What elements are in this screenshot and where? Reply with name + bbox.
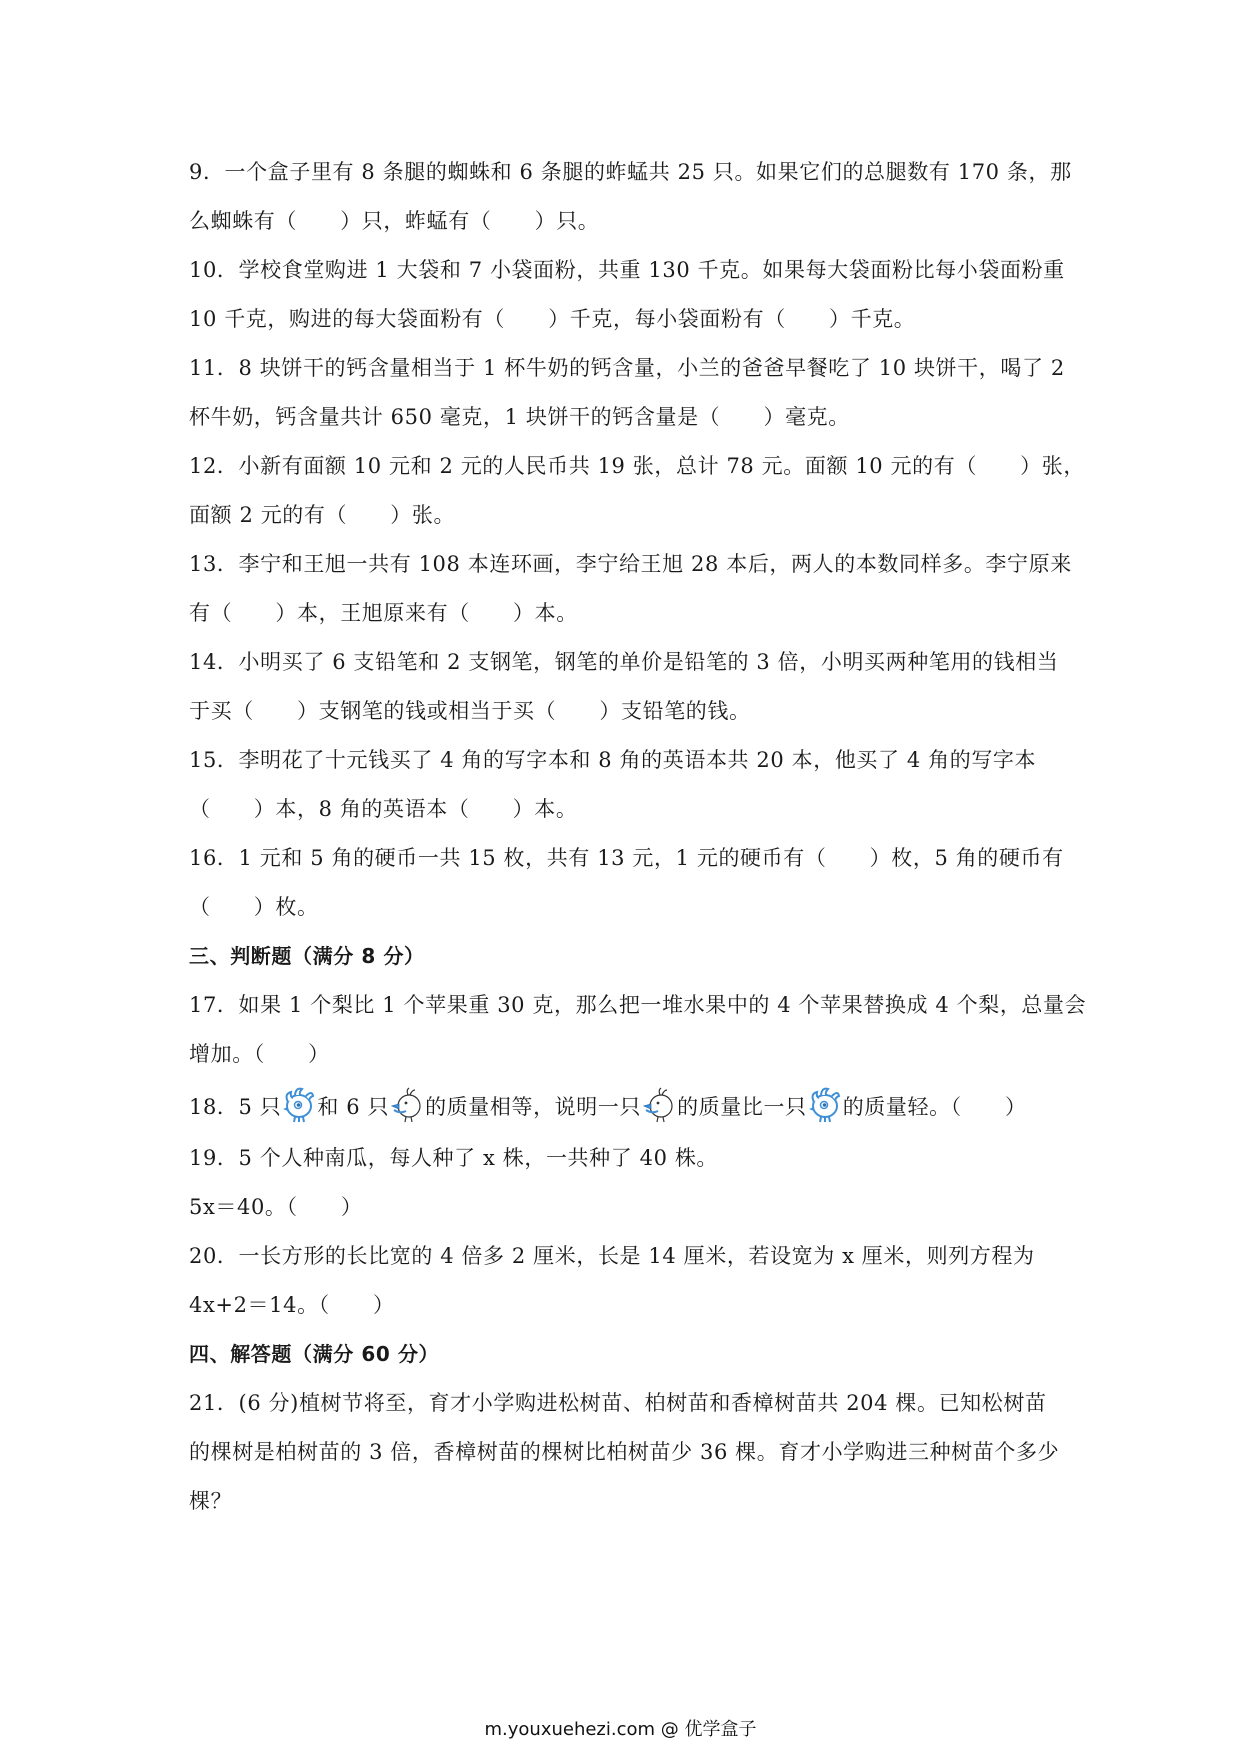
q15-line-2: （ ）本，8 角的英语本（ ）本。 xyxy=(189,797,578,821)
q20-line-1: 20．一长方形的长比宽的 4 倍多 2 厘米，长是 14 厘米，若设宽为 x 厘米，则列方程为 xyxy=(189,1244,1035,1268)
footer-watermark: m.youxuehezi.com @ 优学盒子 xyxy=(484,1719,757,1740)
q13-line-2: 有（ ）本，王旭原来有（ ）本。 xyxy=(189,601,578,625)
q12-line-2: 面额 2 元的有（ ）张。 xyxy=(189,503,456,527)
q14-line-1: 14．小明买了 6 支铅笔和 2 支钢笔，钢笔的单价是铅笔的 3 倍，小明买两种笔用的钱相当 xyxy=(189,650,1059,674)
q20-line-2: 4x+2＝14。（ ） xyxy=(189,1293,395,1317)
q11-line-2: 杯牛奶，钙含量共计 650 毫克，1 块饼干的钙含量是（ ）毫克。 xyxy=(189,405,850,429)
q17-line-1: 17．如果 1 个梨比 1 个苹果重 30 克，那么把一堆水果中的 4 个苹果替换成 4 个梨，总量会 xyxy=(189,993,1087,1017)
q18-line xyxy=(189,1087,1069,1142)
q18-text-2: 和 6 只 xyxy=(317,1095,390,1119)
q16-line-2: （ ）枚。 xyxy=(189,895,319,919)
q9-line-1: 9．一个盒子里有 8 条腿的蜘蛛和 6 条腿的蚱蜢共 25 只。如果它们的总腿数有 170 条，那 xyxy=(189,160,1072,184)
q21-line-2: 的棵树是柏树苗的 3 倍，香樟树苗的棵树比柏树苗少 36 棵。育才小学购进三种树苗个多少 xyxy=(189,1440,1060,1464)
q18-text-3: 的质量相等，说明一只 xyxy=(425,1095,642,1119)
document-body xyxy=(189,156,1087,1534)
q15-line-1: 15．李明花了十元钱买了 4 角的写字本和 8 角的英语本共 20 本，他买了 4 角的写字本 xyxy=(189,748,1037,772)
q16-line-1: 16．1 元和 5 角的硬币一共 15 枚，共有 13 元，1 元的硬币有（ ）枚，5 角的硬币有 xyxy=(189,846,1064,870)
q14-line-2: 于买（ ）支钢笔的钱或相当于买（ ）支铅笔的钱。 xyxy=(189,699,751,723)
q19-line-2: 5x＝40。（ ） xyxy=(189,1195,363,1219)
q21-line-3: 棵？ xyxy=(189,1489,233,1513)
q13-line-1: 13．李宁和王旭一共有 108 本连环画，李宁给王旭 28 本后，两人的本数同样多。李宁原来 xyxy=(189,552,1072,576)
q21-line-1: 21．(6 分)植树节将至，育才小学购进松树苗、柏树苗和香樟树苗共 204 棵。已知松树苗 xyxy=(189,1391,1047,1415)
q17-line-2: 增加。（ ） xyxy=(189,1042,330,1066)
section-3-heading: 三、判断题（满分 8 分） xyxy=(189,944,425,968)
q18-text-4: 的质量比一只 xyxy=(677,1095,807,1119)
chick-icon xyxy=(642,1084,676,1124)
q10-line-1: 10．学校食堂购进 1 大袋和 7 小袋面粉，共重 130 千克。如果每大袋面粉比每小袋面粉重 xyxy=(189,258,1065,282)
q18-text-5: 的质量轻。（ ） xyxy=(842,1095,1027,1119)
q19-line-1: 19．5 个人种南瓜，每人种了 x 株，一共种了 40 株。 xyxy=(189,1146,719,1170)
q11-line-1: 11．8 块饼干的钙含量相当于 1 杯牛奶的钙含量，小兰的爸爸早餐吃了 10 块饼干，喝了 2 xyxy=(189,356,1065,380)
blue-bird-icon xyxy=(808,1084,842,1124)
section-4-heading: 四、解答题（满分 60 分） xyxy=(189,1342,440,1366)
blue-bird-icon xyxy=(282,1084,316,1124)
chick-icon xyxy=(390,1084,424,1124)
q9-line-2: 么蜘蛛有（ ）只，蚱蜢有（ ）只。 xyxy=(189,209,600,233)
q18-text-1: 18．5 只 xyxy=(189,1095,282,1119)
q10-line-2: 10 千克，购进的每大袋面粉有（ ）千克，每小袋面粉有（ ）千克。 xyxy=(189,307,916,331)
q12-line-1: 12．小新有面额 10 元和 2 元的人民币共 19 张，总计 78 元。面额 10 元的有（ ）张， xyxy=(189,454,1085,478)
